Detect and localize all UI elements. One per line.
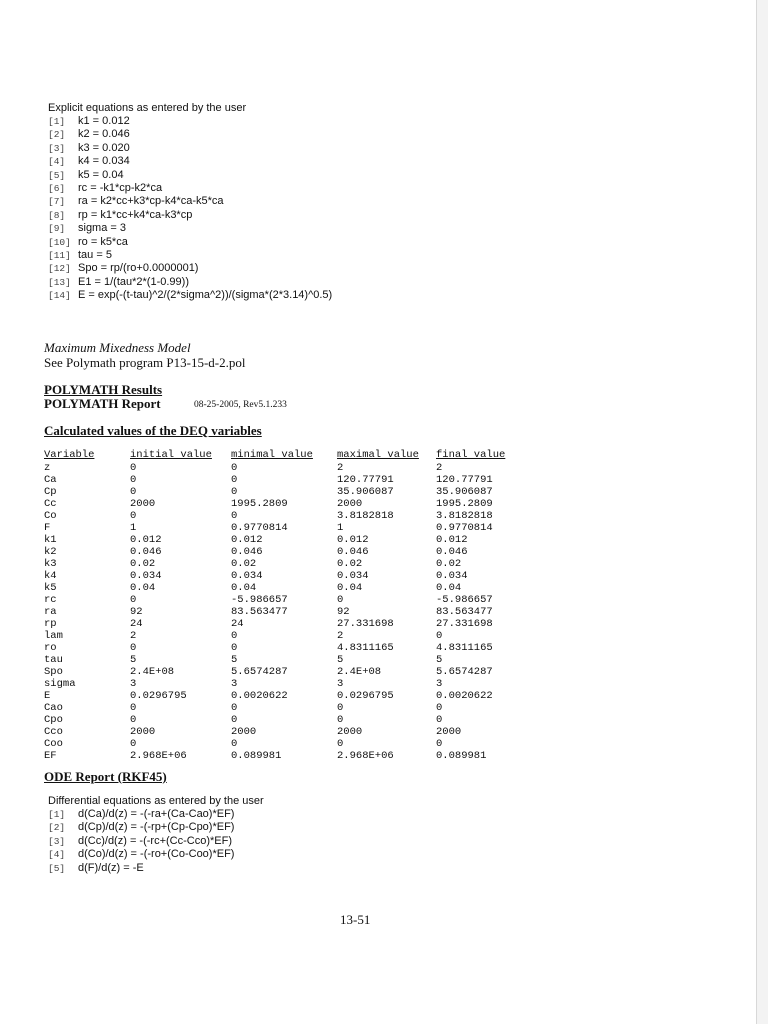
- explicit-equation-number: [2]: [48, 129, 66, 141]
- ode-report-title: ODE Report (RKF45): [44, 769, 167, 784]
- cell-variable: Spo: [44, 666, 63, 678]
- cell-final-value: 3.8182818: [436, 510, 493, 522]
- header-minimal: minimal value: [231, 449, 313, 461]
- cell-variable: k5: [44, 582, 57, 594]
- table-row: [44, 726, 526, 738]
- cell-final-value: 5: [436, 654, 443, 666]
- cell-maximal-value: 0: [337, 594, 344, 606]
- cell-variable: k4: [44, 570, 57, 582]
- cell-initial-value: 24: [130, 618, 143, 630]
- explicit-equation-row: [48, 262, 332, 275]
- cell-variable: tau: [44, 654, 63, 666]
- explicit-equation-text: rc = -k1*cp-k2*ca: [78, 181, 163, 194]
- cell-maximal-value: 4.8311165: [337, 642, 394, 654]
- cell-initial-value: 0.046: [130, 546, 162, 558]
- cell-final-value: 4.8311165: [436, 642, 493, 654]
- cell-final-value: 2000: [436, 726, 462, 738]
- explicit-equation-text: tau = 5: [78, 248, 112, 261]
- header-initial: initial value: [130, 449, 212, 461]
- cell-initial-value: 0: [130, 738, 137, 750]
- explicit-equation-row: [48, 155, 332, 168]
- cell-minimal-value: 0: [231, 462, 238, 474]
- explicit-equation-number: [5]: [48, 169, 66, 181]
- ode-equation-text: d(F)/d(z) = -E: [78, 861, 144, 874]
- table-row: [44, 546, 526, 558]
- cell-variable: sigma: [44, 678, 76, 690]
- cell-minimal-value: 0.0020622: [231, 690, 288, 702]
- cell-minimal-value: 0: [231, 714, 238, 726]
- cell-maximal-value: 120.77791: [337, 474, 394, 486]
- cell-minimal-value: 83.563477: [231, 606, 288, 618]
- ode-equation-list: [48, 808, 264, 875]
- cell-final-value: 0.089981: [436, 750, 487, 762]
- cell-variable: k3: [44, 558, 57, 570]
- table-row: [44, 606, 526, 618]
- model-title: Maximum Mixedness Model: [44, 340, 191, 355]
- page-edge: [756, 0, 768, 1024]
- ode-equations: [48, 795, 264, 875]
- table-row: [44, 666, 526, 678]
- cell-minimal-value: 0.046: [231, 546, 263, 558]
- cell-minimal-value: 0: [231, 702, 238, 714]
- cell-initial-value: 2000: [130, 726, 156, 738]
- explicit-equation-number: [13]: [48, 276, 71, 288]
- cell-minimal-value: 0: [231, 486, 238, 498]
- cell-initial-value: 1: [130, 522, 137, 534]
- cell-minimal-value: 2000: [231, 726, 257, 738]
- explicit-equation-text: rp = k1*cc+k4*ca-k3*cp: [78, 208, 193, 221]
- table-row: [44, 690, 526, 702]
- cell-maximal-value: 0: [337, 702, 344, 714]
- cell-minimal-value: 0.089981: [231, 750, 282, 762]
- cell-maximal-value: 0.046: [337, 546, 369, 558]
- explicit-equations: [48, 102, 332, 302]
- model-program-line: See Polymath program P13-15-d-2.pol: [44, 355, 246, 370]
- table-row: [44, 630, 526, 642]
- cell-final-value: -5.986657: [436, 594, 493, 606]
- table-row: [44, 678, 526, 690]
- table-row: [44, 654, 526, 666]
- cell-variable: Cco: [44, 726, 63, 738]
- cell-initial-value: 0.012: [130, 534, 162, 546]
- cell-initial-value: 0.02: [130, 558, 156, 570]
- cell-final-value: 0.046: [436, 546, 468, 558]
- cell-final-value: 0.02: [436, 558, 462, 570]
- cell-maximal-value: 2: [337, 630, 344, 642]
- explicit-equation-row: [48, 276, 332, 289]
- explicit-equation-row: [48, 289, 332, 302]
- cell-initial-value: 2000: [130, 498, 156, 510]
- cell-variable: Coo: [44, 738, 63, 750]
- table-row: [44, 534, 526, 546]
- cell-initial-value: 0: [130, 462, 137, 474]
- table-row: [44, 510, 526, 522]
- table-row: [44, 714, 526, 726]
- explicit-equation-row: [48, 115, 332, 128]
- explicit-equation-row: [48, 169, 332, 182]
- cell-maximal-value: 2000: [337, 726, 363, 738]
- table-row: [44, 582, 526, 594]
- cell-final-value: 0.0020622: [436, 690, 493, 702]
- cell-minimal-value: 0: [231, 738, 238, 750]
- cell-minimal-value: 24: [231, 618, 244, 630]
- table-row: [44, 594, 526, 606]
- cell-variable: ro: [44, 642, 57, 654]
- explicit-equation-number: [7]: [48, 196, 66, 208]
- cell-variable: rc: [44, 594, 57, 606]
- cell-variable: Cpo: [44, 714, 63, 726]
- cell-final-value: 0: [436, 714, 443, 726]
- table-row: [44, 750, 526, 762]
- ode-equation-row: [48, 862, 264, 875]
- ode-equation-row: [48, 848, 264, 861]
- cell-maximal-value: 5: [337, 654, 344, 666]
- explicit-equation-number: [10]: [48, 236, 71, 248]
- table-row: [44, 702, 526, 714]
- ode-equation-number: [1]: [48, 809, 66, 820]
- cell-variable: rp: [44, 618, 57, 630]
- cell-final-value: 0: [436, 738, 443, 750]
- cell-variable: EF: [44, 750, 57, 762]
- explicit-equation-row: [48, 128, 332, 141]
- explicit-equation-text: ra = k2*cc+k3*cp-k4*ca-k5*ca: [78, 195, 224, 208]
- cell-maximal-value: 2: [337, 462, 344, 474]
- cell-final-value: 83.563477: [436, 606, 493, 618]
- cell-minimal-value: 3: [231, 678, 238, 690]
- cell-minimal-value: 0: [231, 474, 238, 486]
- explicit-equation-text: ro = k5*ca: [78, 235, 128, 248]
- cell-initial-value: 92: [130, 606, 143, 618]
- cell-final-value: 0.034: [436, 570, 468, 582]
- cell-initial-value: 0: [130, 642, 137, 654]
- cell-minimal-value: 1995.2809: [231, 498, 288, 510]
- cell-maximal-value: 0.02: [337, 558, 363, 570]
- cell-final-value: 0.9770814: [436, 522, 493, 534]
- cell-final-value: 0.04: [436, 582, 462, 594]
- cell-minimal-value: 0.034: [231, 570, 263, 582]
- explicit-equation-number: [9]: [48, 223, 66, 235]
- ode-equation-number: [4]: [48, 849, 66, 861]
- explicit-equation-number: [14]: [48, 290, 71, 302]
- cell-variable: lam: [44, 630, 63, 642]
- table-row: [44, 738, 526, 750]
- cell-variable: Cc: [44, 498, 57, 510]
- explicit-equation-number: [8]: [48, 209, 66, 221]
- explicit-equation-text: k5 = 0.04: [78, 168, 124, 181]
- cell-initial-value: 2: [130, 630, 137, 642]
- cell-variable: k1: [44, 534, 57, 546]
- report-date: 08-25-2005, Rev5.1.233: [194, 400, 287, 410]
- results-title: POLYMATH Results: [44, 382, 163, 397]
- cell-maximal-value: 0.034: [337, 570, 369, 582]
- explicit-equation-row: [48, 236, 332, 249]
- deq-table-body: [44, 462, 526, 762]
- cell-maximal-value: 35.906087: [337, 486, 394, 498]
- header-maximal: maximal value: [337, 449, 419, 461]
- cell-maximal-value: 1: [337, 522, 344, 534]
- explicit-equation-text: k1 = 0.012: [78, 115, 130, 127]
- cell-maximal-value: 0: [337, 714, 344, 726]
- cell-minimal-value: 5: [231, 654, 238, 666]
- cell-minimal-value: 0.02: [231, 558, 257, 570]
- header-variable: Variable: [44, 449, 95, 461]
- cell-variable: z: [44, 462, 51, 474]
- ode-equation-row: [48, 821, 264, 834]
- cell-final-value: 5.6574287: [436, 666, 493, 678]
- deq-table: [44, 448, 526, 762]
- cell-final-value: 1995.2809: [436, 498, 493, 510]
- cell-initial-value: 0: [130, 714, 137, 726]
- explicit-equation-row: [48, 209, 332, 222]
- explicit-equation-row: [48, 142, 332, 155]
- explicit-equation-text: k2 = 0.046: [78, 128, 130, 141]
- deq-header-row: [44, 448, 526, 462]
- cell-initial-value: 0.04: [130, 582, 156, 594]
- cell-variable: E: [44, 690, 51, 702]
- cell-final-value: 27.331698: [436, 618, 493, 630]
- cell-final-value: 120.77791: [436, 474, 493, 486]
- cell-maximal-value: 0.0296795: [337, 690, 394, 702]
- ode-equation-text: d(Cp)/d(z) = -(-rp+(Cp-Cpo)*EF): [78, 821, 235, 834]
- cell-initial-value: 0: [130, 474, 137, 486]
- cell-maximal-value: 2.4E+08: [337, 666, 382, 678]
- table-row: [44, 522, 526, 534]
- cell-initial-value: 0.034: [130, 570, 162, 582]
- table-row: [44, 642, 526, 654]
- ode-equation-number: [5]: [48, 862, 66, 874]
- explicit-equations-title: Explicit equations as entered by the user: [48, 102, 247, 114]
- table-row: [44, 618, 526, 630]
- cell-variable: F: [44, 522, 51, 534]
- deq-title: Calculated values of the DEQ variables: [44, 423, 262, 438]
- cell-minimal-value: 0: [231, 630, 238, 642]
- cell-initial-value: 0: [130, 594, 137, 606]
- report-title: POLYMATH Report: [44, 396, 161, 411]
- cell-final-value: 0.012: [436, 534, 468, 546]
- header-final: final value: [436, 449, 506, 461]
- ode-equation-text: d(Co)/d(z) = -(-ro+(Co-Coo)*EF): [78, 848, 235, 861]
- cell-initial-value: 0: [130, 510, 137, 522]
- ode-equation-text: d(Ca)/d(z) = -(-ra+(Ca-Cao)*EF): [78, 808, 235, 820]
- explicit-equation-row: [48, 182, 332, 195]
- ode-equation-row: [48, 808, 264, 821]
- cell-minimal-value: 0.9770814: [231, 522, 288, 534]
- cell-minimal-value: 0.012: [231, 534, 263, 546]
- explicit-equation-row: [48, 222, 332, 235]
- cell-maximal-value: 3.8182818: [337, 510, 394, 522]
- cell-variable: ra: [44, 606, 57, 618]
- explicit-equation-row: [48, 249, 332, 262]
- cell-minimal-value: 0: [231, 642, 238, 654]
- table-row: [44, 462, 526, 474]
- cell-maximal-value: 2.968E+06: [337, 750, 394, 762]
- cell-final-value: 2: [436, 462, 443, 474]
- ode-equation-number: [2]: [48, 822, 66, 834]
- ode-equation-row: [48, 835, 264, 848]
- explicit-equation-text: k3 = 0.020: [78, 141, 130, 154]
- cell-minimal-value: 0.04: [231, 582, 257, 594]
- cell-variable: k2: [44, 546, 57, 558]
- explicit-equation-text: Spo = rp/(ro+0.0000001): [78, 262, 199, 275]
- explicit-equation-number: [6]: [48, 182, 66, 194]
- cell-initial-value: 2.968E+06: [130, 750, 187, 762]
- cell-variable: Ca: [44, 474, 57, 486]
- explicit-equation-text: k4 = 0.034: [78, 155, 130, 168]
- cell-maximal-value: 0.04: [337, 582, 363, 594]
- ode-equation-text: d(Cc)/d(z) = -(-rc+(Cc-Cco)*EF): [78, 834, 232, 847]
- explicit-equation-text: E1 = 1/(tau*2*(1-0.99)): [78, 275, 189, 288]
- cell-initial-value: 0.0296795: [130, 690, 187, 702]
- table-row: [44, 474, 526, 486]
- explicit-equation-row: [48, 195, 332, 208]
- cell-final-value: 3: [436, 678, 443, 690]
- cell-maximal-value: 0: [337, 738, 344, 750]
- table-row: [44, 570, 526, 582]
- explicit-equation-number: [11]: [48, 249, 71, 261]
- cell-initial-value: 0: [130, 486, 137, 498]
- explicit-equation-text: sigma = 3: [78, 222, 126, 235]
- cell-initial-value: 3: [130, 678, 137, 690]
- cell-initial-value: 5: [130, 654, 137, 666]
- cell-minimal-value: 5.6574287: [231, 666, 288, 678]
- cell-maximal-value: 27.331698: [337, 618, 394, 630]
- cell-final-value: 35.906087: [436, 486, 493, 498]
- ode-subtitle: Differential equations as entered by the user: [48, 795, 264, 807]
- table-row: [44, 486, 526, 498]
- explicit-equation-number: [4]: [48, 156, 66, 168]
- cell-variable: Cp: [44, 486, 57, 498]
- cell-initial-value: 2.4E+08: [130, 666, 175, 678]
- cell-maximal-value: 2000: [337, 498, 363, 510]
- explicit-equation-text: E = exp(-(t-tau)^2/(2*sigma^2))/(sigma*(2*3.14)^0.5): [78, 289, 333, 302]
- cell-minimal-value: -5.986657: [231, 594, 288, 606]
- explicit-equation-list: [48, 115, 332, 302]
- cell-final-value: 0: [436, 702, 443, 714]
- cell-initial-value: 0: [130, 702, 137, 714]
- explicit-equation-number: [1]: [48, 116, 66, 127]
- table-row: [44, 498, 526, 510]
- cell-variable: Cao: [44, 702, 63, 714]
- explicit-equation-number: [3]: [48, 142, 66, 154]
- page-number: 13-51: [340, 912, 371, 927]
- ode-equation-number: [3]: [48, 835, 66, 847]
- cell-maximal-value: 0.012: [337, 534, 369, 546]
- cell-minimal-value: 0: [231, 510, 238, 522]
- cell-maximal-value: 3: [337, 678, 344, 690]
- cell-maximal-value: 92: [337, 606, 350, 618]
- cell-final-value: 0: [436, 630, 443, 642]
- table-row: [44, 558, 526, 570]
- explicit-equation-number: [12]: [48, 263, 71, 275]
- cell-variable: Co: [44, 510, 57, 522]
